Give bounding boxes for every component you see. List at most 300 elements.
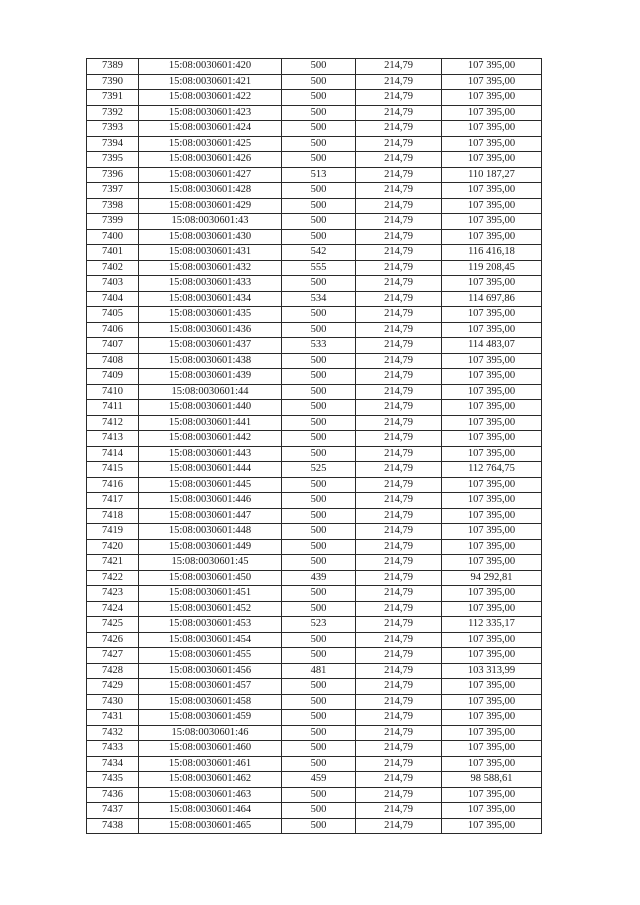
area-cell: 500 [282, 183, 356, 199]
cadastral-number-cell: 15:08:0030601:437 [139, 338, 282, 354]
table-row [87, 772, 542, 788]
rate-cell: 214,79 [356, 245, 442, 261]
cadastral-number-cell: 15:08:0030601:435 [139, 307, 282, 323]
table-row [87, 741, 542, 757]
value-cell: 107 395,00 [442, 276, 542, 292]
table-row [87, 322, 542, 338]
value-cell: 107 395,00 [442, 229, 542, 245]
rate-cell: 214,79 [356, 183, 442, 199]
table-row [87, 121, 542, 137]
value-cell: 107 395,00 [442, 307, 542, 323]
value-cell: 107 395,00 [442, 756, 542, 772]
cadastral-number-cell: 15:08:0030601:448 [139, 524, 282, 540]
area-cell: 523 [282, 617, 356, 633]
rate-cell: 214,79 [356, 369, 442, 385]
rate-cell: 214,79 [356, 508, 442, 524]
area-cell: 500 [282, 59, 356, 75]
area-cell: 500 [282, 214, 356, 230]
value-cell: 107 395,00 [442, 121, 542, 137]
table-row [87, 245, 542, 261]
table-row [87, 617, 542, 633]
row-number-cell: 7404 [87, 291, 139, 307]
rate-cell: 214,79 [356, 648, 442, 664]
row-number-cell: 7420 [87, 539, 139, 555]
row-number-cell: 7407 [87, 338, 139, 354]
rate-cell: 214,79 [356, 431, 442, 447]
area-cell: 500 [282, 121, 356, 137]
rate-cell: 214,79 [356, 787, 442, 803]
value-cell: 98 588,61 [442, 772, 542, 788]
value-cell: 112 764,75 [442, 462, 542, 478]
rate-cell: 214,79 [356, 90, 442, 106]
value-cell: 107 395,00 [442, 59, 542, 75]
row-number-cell: 7423 [87, 586, 139, 602]
cadastral-number-cell: 15:08:0030601:430 [139, 229, 282, 245]
rate-cell: 214,79 [356, 322, 442, 338]
table-row [87, 105, 542, 121]
table-row [87, 477, 542, 493]
area-cell: 500 [282, 353, 356, 369]
table-row [87, 679, 542, 695]
area-cell: 500 [282, 508, 356, 524]
area-cell: 500 [282, 524, 356, 540]
cadastral-number-cell: 15:08:0030601:434 [139, 291, 282, 307]
value-cell: 112 335,17 [442, 617, 542, 633]
value-cell: 114 697,86 [442, 291, 542, 307]
rate-cell: 214,79 [356, 539, 442, 555]
cadastral-number-cell: 15:08:0030601:461 [139, 756, 282, 772]
rate-cell: 214,79 [356, 679, 442, 695]
table-body [87, 59, 542, 834]
area-cell: 500 [282, 601, 356, 617]
value-cell: 107 395,00 [442, 183, 542, 199]
rate-cell: 214,79 [356, 524, 442, 540]
cadastral-number-cell: 15:08:0030601:439 [139, 369, 282, 385]
rate-cell: 214,79 [356, 663, 442, 679]
cadastral-number-cell: 15:08:0030601:450 [139, 570, 282, 586]
table-row [87, 462, 542, 478]
rate-cell: 214,79 [356, 198, 442, 214]
table-row [87, 539, 542, 555]
table-row [87, 601, 542, 617]
area-cell: 500 [282, 493, 356, 509]
value-cell: 107 395,00 [442, 415, 542, 431]
value-cell: 107 395,00 [442, 400, 542, 416]
cadastral-number-cell: 15:08:0030601:445 [139, 477, 282, 493]
table-row [87, 291, 542, 307]
area-cell: 500 [282, 369, 356, 385]
row-number-cell: 7427 [87, 648, 139, 664]
area-cell: 533 [282, 338, 356, 354]
row-number-cell: 7438 [87, 818, 139, 834]
value-cell: 107 395,00 [442, 446, 542, 462]
area-cell: 500 [282, 725, 356, 741]
area-cell: 500 [282, 648, 356, 664]
rate-cell: 214,79 [356, 818, 442, 834]
table-row [87, 59, 542, 75]
row-number-cell: 7434 [87, 756, 139, 772]
row-number-cell: 7397 [87, 183, 139, 199]
value-cell: 107 395,00 [442, 136, 542, 152]
table-row [87, 214, 542, 230]
table-row [87, 400, 542, 416]
area-cell: 500 [282, 90, 356, 106]
table-row [87, 756, 542, 772]
cadastral-number-cell: 15:08:0030601:426 [139, 152, 282, 168]
rate-cell: 214,79 [356, 632, 442, 648]
row-number-cell: 7389 [87, 59, 139, 75]
area-cell: 459 [282, 772, 356, 788]
cadastral-number-cell: 15:08:0030601:442 [139, 431, 282, 447]
table-row [87, 152, 542, 168]
row-number-cell: 7394 [87, 136, 139, 152]
table-row [87, 586, 542, 602]
table-row [87, 260, 542, 276]
area-cell: 439 [282, 570, 356, 586]
area-cell: 500 [282, 632, 356, 648]
row-number-cell: 7393 [87, 121, 139, 137]
rate-cell: 214,79 [356, 555, 442, 571]
area-cell: 500 [282, 539, 356, 555]
value-cell: 116 416,18 [442, 245, 542, 261]
cadastral-number-cell: 15:08:0030601:43 [139, 214, 282, 230]
row-number-cell: 7419 [87, 524, 139, 540]
cadastral-number-cell: 15:08:0030601:458 [139, 694, 282, 710]
row-number-cell: 7426 [87, 632, 139, 648]
table-row [87, 555, 542, 571]
rate-cell: 214,79 [356, 260, 442, 276]
value-cell: 107 395,00 [442, 694, 542, 710]
row-number-cell: 7390 [87, 74, 139, 90]
area-cell: 500 [282, 555, 356, 571]
rate-cell: 214,79 [356, 121, 442, 137]
area-cell: 500 [282, 679, 356, 695]
value-cell: 107 395,00 [442, 322, 542, 338]
rate-cell: 214,79 [356, 756, 442, 772]
table-row [87, 446, 542, 462]
table-row [87, 818, 542, 834]
cadastral-number-cell: 15:08:0030601:459 [139, 710, 282, 726]
cadastral-number-cell: 15:08:0030601:423 [139, 105, 282, 121]
rate-cell: 214,79 [356, 710, 442, 726]
value-cell: 107 395,00 [442, 787, 542, 803]
area-cell: 500 [282, 694, 356, 710]
value-cell: 107 395,00 [442, 818, 542, 834]
value-cell: 107 395,00 [442, 493, 542, 509]
value-cell: 107 395,00 [442, 105, 542, 121]
cadastral-number-cell: 15:08:0030601:454 [139, 632, 282, 648]
row-number-cell: 7409 [87, 369, 139, 385]
row-number-cell: 7392 [87, 105, 139, 121]
table-row [87, 632, 542, 648]
cadastral-number-cell: 15:08:0030601:451 [139, 586, 282, 602]
rate-cell: 214,79 [356, 152, 442, 168]
value-cell: 114 483,07 [442, 338, 542, 354]
table-row [87, 694, 542, 710]
table-row [87, 229, 542, 245]
rate-cell: 214,79 [356, 338, 442, 354]
rate-cell: 214,79 [356, 167, 442, 183]
value-cell: 94 292,81 [442, 570, 542, 586]
row-number-cell: 7417 [87, 493, 139, 509]
area-cell: 500 [282, 229, 356, 245]
area-cell: 500 [282, 446, 356, 462]
cadastral-number-cell: 15:08:0030601:433 [139, 276, 282, 292]
value-cell: 103 313,99 [442, 663, 542, 679]
row-number-cell: 7406 [87, 322, 139, 338]
row-number-cell: 7421 [87, 555, 139, 571]
table-row [87, 803, 542, 819]
table-row [87, 307, 542, 323]
cadastral-number-cell: 15:08:0030601:440 [139, 400, 282, 416]
rate-cell: 214,79 [356, 570, 442, 586]
rate-cell: 214,79 [356, 74, 442, 90]
row-number-cell: 7398 [87, 198, 139, 214]
table-row [87, 167, 542, 183]
area-cell: 500 [282, 710, 356, 726]
value-cell: 107 395,00 [442, 214, 542, 230]
area-cell: 500 [282, 307, 356, 323]
area-cell: 500 [282, 756, 356, 772]
cadastral-number-cell: 15:08:0030601:428 [139, 183, 282, 199]
row-number-cell: 7435 [87, 772, 139, 788]
value-cell: 107 395,00 [442, 586, 542, 602]
row-number-cell: 7414 [87, 446, 139, 462]
row-number-cell: 7430 [87, 694, 139, 710]
table-row [87, 90, 542, 106]
area-cell: 500 [282, 136, 356, 152]
value-cell: 119 208,45 [442, 260, 542, 276]
value-cell: 107 395,00 [442, 524, 542, 540]
table-row [87, 663, 542, 679]
table-row [87, 136, 542, 152]
table-row [87, 648, 542, 664]
cadastral-number-cell: 15:08:0030601:452 [139, 601, 282, 617]
rate-cell: 214,79 [356, 229, 442, 245]
value-cell: 107 395,00 [442, 198, 542, 214]
area-cell: 500 [282, 105, 356, 121]
table-row [87, 415, 542, 431]
cadastral-number-cell: 15:08:0030601:446 [139, 493, 282, 509]
area-cell: 500 [282, 431, 356, 447]
table-row [87, 74, 542, 90]
value-cell: 107 395,00 [442, 152, 542, 168]
area-cell: 500 [282, 415, 356, 431]
area-cell: 500 [282, 152, 356, 168]
cadastral-number-cell: 15:08:0030601:425 [139, 136, 282, 152]
value-cell: 107 395,00 [442, 632, 542, 648]
rate-cell: 214,79 [356, 291, 442, 307]
value-cell: 107 395,00 [442, 508, 542, 524]
table-row [87, 183, 542, 199]
row-number-cell: 7415 [87, 462, 139, 478]
cadastral-number-cell: 15:08:0030601:441 [139, 415, 282, 431]
table-row [87, 570, 542, 586]
value-cell: 107 395,00 [442, 539, 542, 555]
table-row [87, 384, 542, 400]
table-row [87, 431, 542, 447]
area-cell: 500 [282, 276, 356, 292]
rate-cell: 214,79 [356, 741, 442, 757]
rate-cell: 214,79 [356, 307, 442, 323]
area-cell: 500 [282, 477, 356, 493]
rate-cell: 214,79 [356, 400, 442, 416]
parcel-table [86, 58, 542, 834]
cadastral-number-cell: 15:08:0030601:460 [139, 741, 282, 757]
cadastral-number-cell: 15:08:0030601:443 [139, 446, 282, 462]
area-cell: 481 [282, 663, 356, 679]
cadastral-number-cell: 15:08:0030601:464 [139, 803, 282, 819]
row-number-cell: 7433 [87, 741, 139, 757]
table-row [87, 710, 542, 726]
row-number-cell: 7432 [87, 725, 139, 741]
row-number-cell: 7400 [87, 229, 139, 245]
table-row [87, 276, 542, 292]
rate-cell: 214,79 [356, 772, 442, 788]
rate-cell: 214,79 [356, 353, 442, 369]
rate-cell: 214,79 [356, 803, 442, 819]
area-cell: 500 [282, 74, 356, 90]
area-cell: 542 [282, 245, 356, 261]
row-number-cell: 7396 [87, 167, 139, 183]
area-cell: 500 [282, 787, 356, 803]
area-cell: 555 [282, 260, 356, 276]
cadastral-number-cell: 15:08:0030601:455 [139, 648, 282, 664]
area-cell: 500 [282, 803, 356, 819]
cadastral-number-cell: 15:08:0030601:438 [139, 353, 282, 369]
row-number-cell: 7399 [87, 214, 139, 230]
value-cell: 107 395,00 [442, 803, 542, 819]
cadastral-number-cell: 15:08:0030601:449 [139, 539, 282, 555]
rate-cell: 214,79 [356, 617, 442, 633]
rate-cell: 214,79 [356, 694, 442, 710]
rate-cell: 214,79 [356, 59, 442, 75]
rate-cell: 214,79 [356, 446, 442, 462]
cadastral-number-cell: 15:08:0030601:456 [139, 663, 282, 679]
cadastral-number-cell: 15:08:0030601:420 [139, 59, 282, 75]
cadastral-number-cell: 15:08:0030601:429 [139, 198, 282, 214]
table-row [87, 493, 542, 509]
row-number-cell: 7411 [87, 400, 139, 416]
table-row [87, 524, 542, 540]
rate-cell: 214,79 [356, 586, 442, 602]
row-number-cell: 7410 [87, 384, 139, 400]
area-cell: 500 [282, 322, 356, 338]
cadastral-number-cell: 15:08:0030601:431 [139, 245, 282, 261]
cadastral-number-cell: 15:08:0030601:447 [139, 508, 282, 524]
rate-cell: 214,79 [356, 725, 442, 741]
table-row [87, 353, 542, 369]
cadastral-number-cell: 15:08:0030601:424 [139, 121, 282, 137]
row-number-cell: 7418 [87, 508, 139, 524]
row-number-cell: 7391 [87, 90, 139, 106]
value-cell: 107 395,00 [442, 648, 542, 664]
cadastral-number-cell: 15:08:0030601:46 [139, 725, 282, 741]
value-cell: 107 395,00 [442, 679, 542, 695]
value-cell: 107 395,00 [442, 725, 542, 741]
value-cell: 107 395,00 [442, 90, 542, 106]
row-number-cell: 7412 [87, 415, 139, 431]
row-number-cell: 7428 [87, 663, 139, 679]
rate-cell: 214,79 [356, 136, 442, 152]
row-number-cell: 7437 [87, 803, 139, 819]
cadastral-number-cell: 15:08:0030601:463 [139, 787, 282, 803]
value-cell: 107 395,00 [442, 741, 542, 757]
value-cell: 107 395,00 [442, 477, 542, 493]
cadastral-number-cell: 15:08:0030601:427 [139, 167, 282, 183]
cadastral-number-cell: 15:08:0030601:453 [139, 617, 282, 633]
area-cell: 525 [282, 462, 356, 478]
value-cell: 107 395,00 [442, 555, 542, 571]
table-row [87, 338, 542, 354]
row-number-cell: 7436 [87, 787, 139, 803]
table-row [87, 787, 542, 803]
rate-cell: 214,79 [356, 105, 442, 121]
rate-cell: 214,79 [356, 276, 442, 292]
table-row [87, 725, 542, 741]
row-number-cell: 7425 [87, 617, 139, 633]
row-number-cell: 7401 [87, 245, 139, 261]
cadastral-number-cell: 15:08:0030601:45 [139, 555, 282, 571]
cadastral-number-cell: 15:08:0030601:462 [139, 772, 282, 788]
area-cell: 500 [282, 384, 356, 400]
area-cell: 500 [282, 741, 356, 757]
row-number-cell: 7416 [87, 477, 139, 493]
cadastral-number-cell: 15:08:0030601:465 [139, 818, 282, 834]
row-number-cell: 7424 [87, 601, 139, 617]
row-number-cell: 7429 [87, 679, 139, 695]
table-row [87, 508, 542, 524]
value-cell: 107 395,00 [442, 384, 542, 400]
row-number-cell: 7405 [87, 307, 139, 323]
rate-cell: 214,79 [356, 415, 442, 431]
cadastral-number-cell: 15:08:0030601:436 [139, 322, 282, 338]
cadastral-number-cell: 15:08:0030601:422 [139, 90, 282, 106]
rate-cell: 214,79 [356, 462, 442, 478]
cadastral-number-cell: 15:08:0030601:44 [139, 384, 282, 400]
cadastral-number-cell: 15:08:0030601:457 [139, 679, 282, 695]
row-number-cell: 7402 [87, 260, 139, 276]
area-cell: 500 [282, 400, 356, 416]
table-row [87, 369, 542, 385]
area-cell: 513 [282, 167, 356, 183]
area-cell: 500 [282, 198, 356, 214]
row-number-cell: 7408 [87, 353, 139, 369]
rate-cell: 214,79 [356, 384, 442, 400]
row-number-cell: 7403 [87, 276, 139, 292]
rate-cell: 214,79 [356, 477, 442, 493]
row-number-cell: 7431 [87, 710, 139, 726]
value-cell: 107 395,00 [442, 353, 542, 369]
area-cell: 500 [282, 586, 356, 602]
cadastral-number-cell: 15:08:0030601:432 [139, 260, 282, 276]
row-number-cell: 7395 [87, 152, 139, 168]
rate-cell: 214,79 [356, 493, 442, 509]
row-number-cell: 7422 [87, 570, 139, 586]
rate-cell: 214,79 [356, 214, 442, 230]
value-cell: 107 395,00 [442, 710, 542, 726]
area-cell: 500 [282, 818, 356, 834]
value-cell: 110 187,27 [442, 167, 542, 183]
value-cell: 107 395,00 [442, 431, 542, 447]
cadastral-number-cell: 15:08:0030601:421 [139, 74, 282, 90]
value-cell: 107 395,00 [442, 74, 542, 90]
value-cell: 107 395,00 [442, 601, 542, 617]
rate-cell: 214,79 [356, 601, 442, 617]
table-row [87, 198, 542, 214]
value-cell: 107 395,00 [442, 369, 542, 385]
area-cell: 534 [282, 291, 356, 307]
